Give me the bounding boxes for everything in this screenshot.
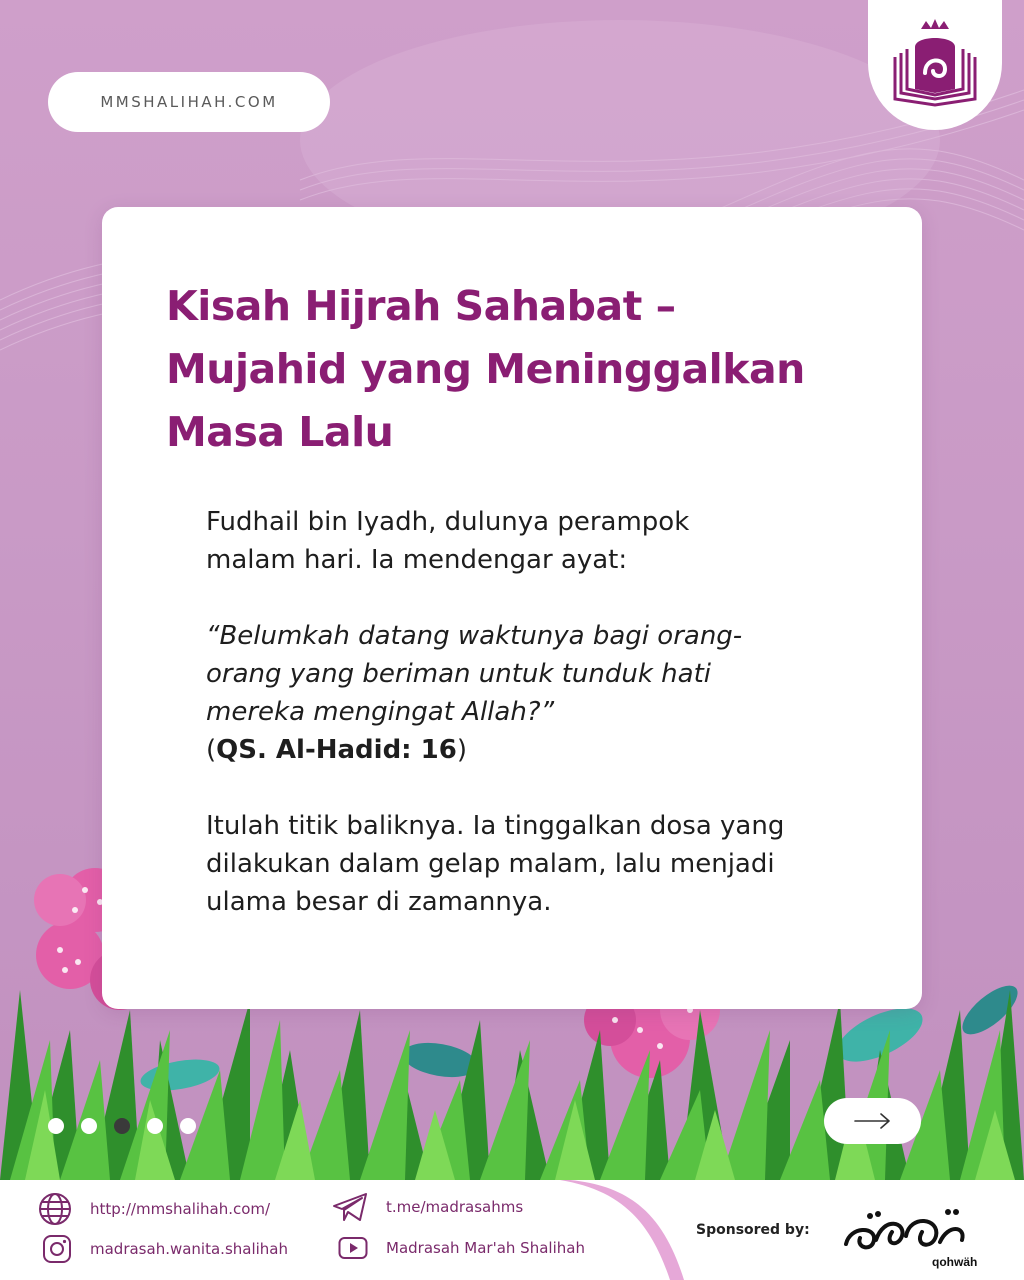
carousel-dot-1[interactable] [48, 1118, 64, 1134]
reference-open: ( [206, 735, 217, 765]
footer-instagram[interactable] [42, 1234, 288, 1264]
sponsored-label: Sponsored by: [696, 1222, 810, 1238]
carousel-dot-2[interactable] [81, 1118, 97, 1134]
carousel-dot-5[interactable] [180, 1118, 196, 1134]
telegram-link[interactable]: t.me/madrasahms [386, 1198, 524, 1216]
card-title [166, 275, 866, 464]
site-url-pill[interactable]: MMSHALIHAH.COM [48, 72, 330, 132]
carousel-dot-4[interactable] [147, 1118, 163, 1134]
quote-line: orang yang beriman untuk tunduk hati [206, 659, 711, 689]
reference-close: ) [456, 735, 467, 765]
quote-line: “Belumkah datang waktunya bagi orang- [206, 621, 743, 651]
title-line: Masa Lalu [166, 408, 394, 456]
footer-swoosh-decoration [560, 1180, 700, 1280]
reference-text: QS. Al-Hadid: 16 [216, 735, 457, 765]
quote-reference [206, 731, 886, 769]
title-line: Mujahid yang Meninggalkan [166, 345, 805, 393]
title-line: Kisah Hijrah Sahabat – [166, 282, 676, 330]
book-crown-logo-icon [881, 17, 989, 113]
intro-line: Fudhail bin Iyadh, dulunya perampok [206, 507, 690, 537]
carousel-dot-3-active[interactable] [114, 1118, 130, 1134]
arrow-right-icon [853, 1111, 893, 1131]
intro-line: malam hari. Ia mendengar ayat: [206, 545, 628, 575]
youtube-icon [338, 1236, 368, 1260]
content-card [102, 207, 922, 1009]
instagram-handle[interactable]: madrasah.wanita.shalihah [90, 1240, 288, 1258]
youtube-channel[interactable]: Madrasah Mar'ah Shalihah [386, 1239, 585, 1257]
card-body [206, 503, 886, 921]
footer-website[interactable] [38, 1192, 270, 1226]
quote-line: mereka mengingat Allah?” [206, 697, 555, 727]
closing-line: Itulah titik baliknya. Ia tinggalkan dosa yang [206, 811, 785, 841]
logo-badge [868, 0, 1002, 130]
brand-wordmark: qohwäh [932, 1255, 978, 1269]
carousel-indicator [48, 1118, 196, 1134]
sponsor-brand[interactable] [836, 1196, 986, 1270]
telegram-icon [332, 1192, 368, 1222]
footer-telegram[interactable] [332, 1192, 523, 1222]
qohwah-logo-icon [836, 1196, 986, 1270]
closing-line: dilakukan dalam gelap malam, lalu menjadi [206, 849, 775, 879]
footer-bar [0, 1180, 1024, 1280]
closing-line: ulama besar di zamannya. [206, 887, 552, 917]
footer-youtube[interactable] [338, 1236, 585, 1260]
next-slide-button[interactable] [824, 1098, 921, 1144]
instagram-icon [42, 1234, 72, 1264]
globe-icon [38, 1192, 72, 1226]
website-link[interactable]: http://mmshalihah.com/ [90, 1200, 271, 1218]
